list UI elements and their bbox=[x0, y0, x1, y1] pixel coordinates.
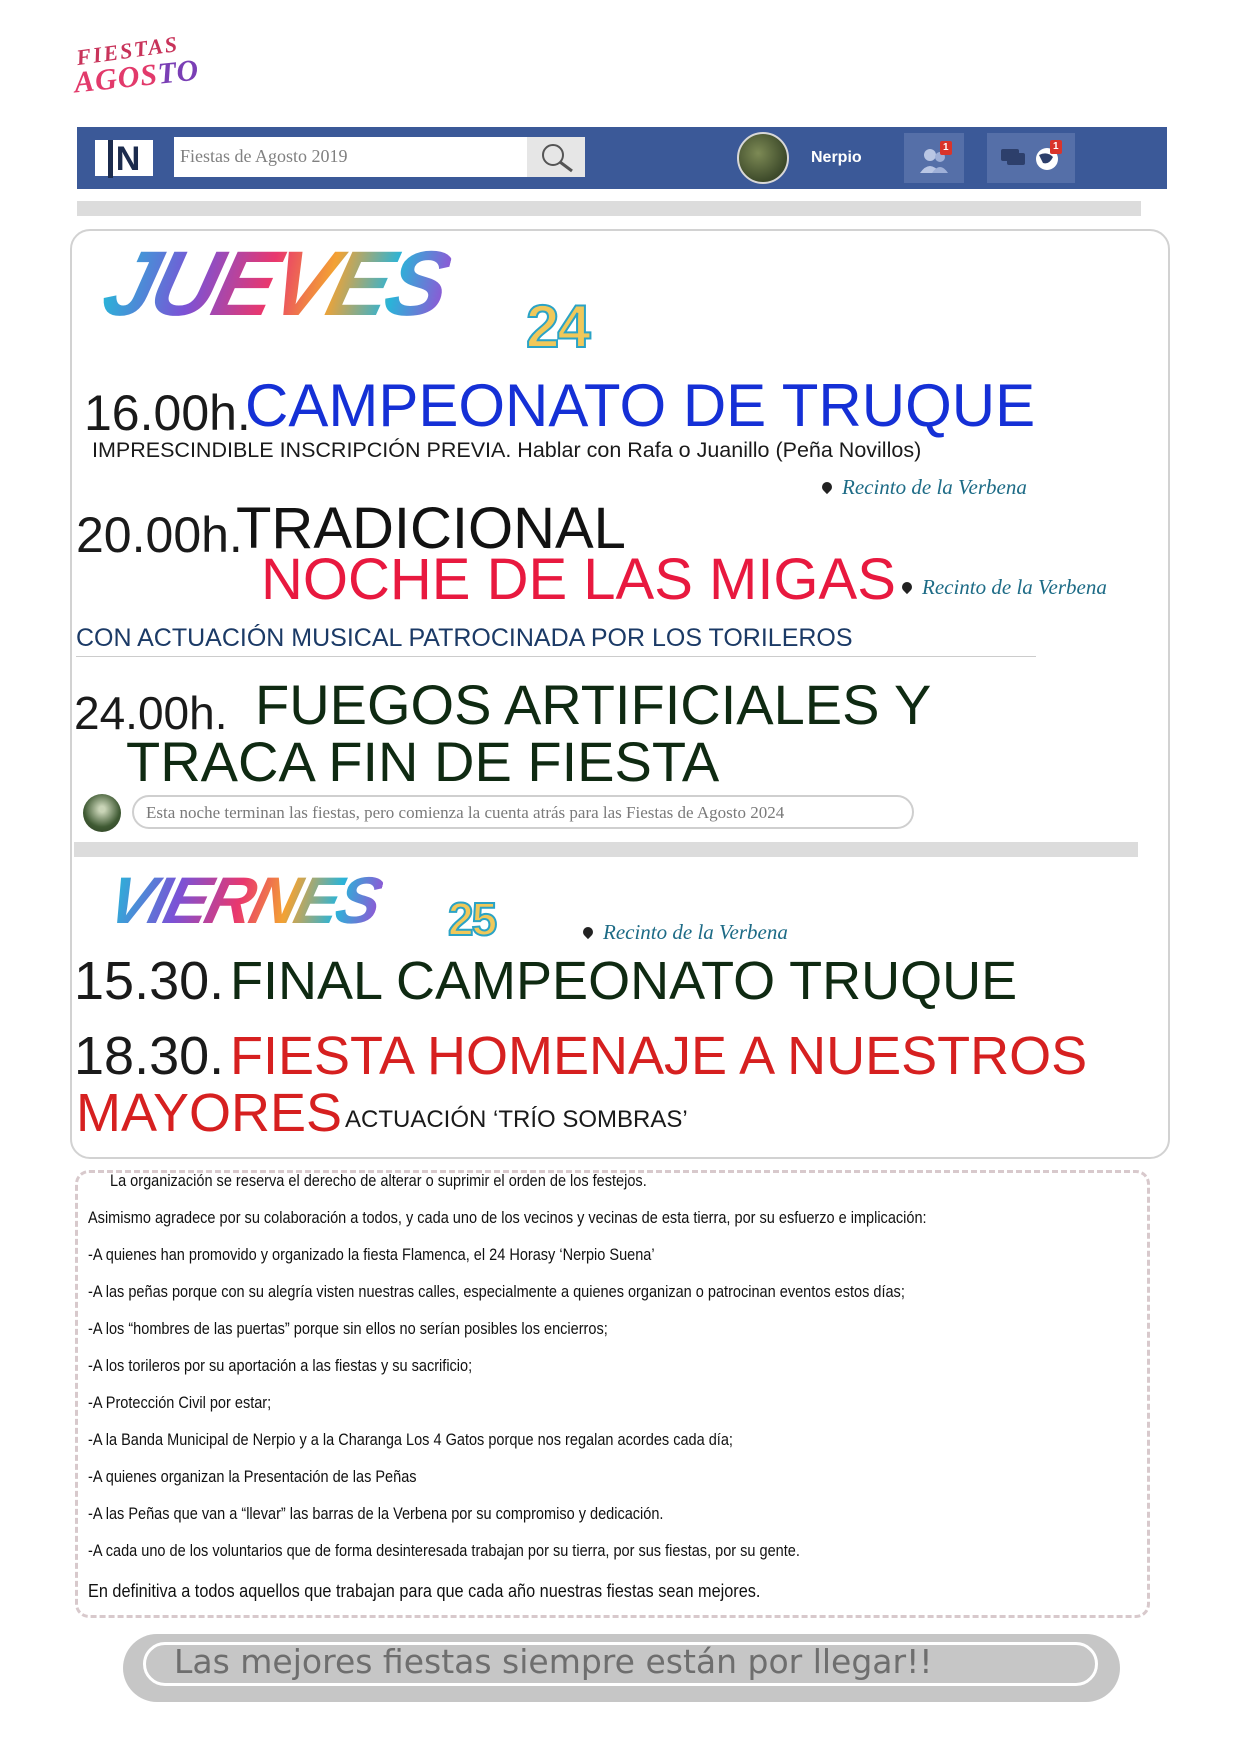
messages-icon[interactable] bbox=[993, 133, 1033, 183]
note-line: -A quienes han promovido y organizado la fiesta Flamenca, el 24 Horasy ‘Nerpio Suena’ bbox=[88, 1246, 655, 1264]
event-time: 16.00h. bbox=[84, 385, 251, 441]
note-line: -A los torileros por su aportación a las fiestas y su sacrificio; bbox=[88, 1357, 473, 1375]
event-title-line1: TRADICIONAL bbox=[236, 496, 626, 561]
note-line: -A cada uno de los voluntarios que de forma desinteresada trabajan por su tierra, por sus fiestas, por su gente. bbox=[88, 1542, 800, 1560]
event-time: 15.30. bbox=[74, 951, 225, 1011]
viernes-number: 25 bbox=[448, 893, 496, 945]
profile-name[interactable]: Nerpio bbox=[811, 149, 862, 166]
note-line: -A las peñas porque con su alegría visten nuestras calles, especialmente a quienes organizan o patrocinan eventos estos días; bbox=[88, 1283, 905, 1301]
note-line: -A Protección Civil por estar; bbox=[88, 1394, 272, 1412]
brand-logo[interactable]: N bbox=[95, 140, 153, 176]
logo-line1: FIESTAS bbox=[74, 30, 181, 71]
messages-notifications-group bbox=[987, 133, 1075, 183]
event-title-line2: MAYORES bbox=[76, 1083, 343, 1143]
viernes-title: VIERNES bbox=[100, 863, 388, 937]
notifications-badge: 1 bbox=[1050, 140, 1062, 154]
comment-box[interactable]: Esta noche terminan las fiestas, pero comienza la cuenta atrás para las Fiestas de Agosto 2024 bbox=[132, 795, 914, 829]
search-icon bbox=[527, 137, 585, 177]
commenter-avatar bbox=[83, 794, 121, 832]
note-line: -A las Peñas que van a “llevar” las barras de la Verbena por su compromiso y dedicación. bbox=[88, 1505, 664, 1523]
event-title-line1: FIESTA HOMENAJE A NUESTROS bbox=[230, 1026, 1088, 1086]
jueves-title: JUEVES bbox=[93, 233, 458, 335]
note-line: -A la Banda Municipal de Nerpio y a la Charanga Los 4 Gatos porque nos regalan acordes cada día; bbox=[88, 1431, 733, 1449]
note-line: Asimismo agradece por su colaboración a todos, y cada uno de los vecinos y vecinas de esta tierra, por su esfuerzo e implicación: bbox=[88, 1209, 927, 1227]
search-input[interactable] bbox=[174, 137, 516, 175]
logo-line2: AGOSTO bbox=[72, 53, 201, 100]
friends-badge: 1 bbox=[940, 141, 952, 155]
event-title: FINAL CAMPEONATO TRUQUE bbox=[230, 951, 1018, 1011]
search-box bbox=[174, 137, 527, 177]
friend-requests-button[interactable] bbox=[904, 133, 964, 183]
location-pin-icon bbox=[820, 480, 834, 494]
event-location[interactable]: Recinto de la Verbena bbox=[583, 920, 788, 945]
event-time: 24.00h. bbox=[74, 687, 228, 739]
search-button[interactable] bbox=[527, 137, 585, 177]
note-line: -A los “hombres de las puertas” porque sin ellos no serían posibles los encierros; bbox=[88, 1320, 608, 1338]
event-title-line1: FUEGOS ARTIFICIALES Y bbox=[255, 673, 932, 736]
event-note: ACTUACIÓN ‘TRÍO SOMBRAS’ bbox=[345, 1106, 688, 1133]
divider-bar bbox=[77, 201, 1141, 216]
event-time: 18.30. bbox=[74, 1026, 225, 1086]
friends-icon bbox=[904, 133, 964, 183]
globe-icon[interactable] bbox=[1029, 133, 1069, 183]
jueves-number: 24 bbox=[526, 293, 589, 360]
profile-avatar[interactable] bbox=[737, 132, 789, 184]
note-line: -A quienes organizan la Presentación de las Peñas bbox=[88, 1468, 417, 1486]
fiestas-agosto-logo bbox=[74, 30, 214, 100]
event-location[interactable]: Recinto de la Verbena bbox=[822, 475, 1027, 500]
note-line: En definitiva a todos aquellos que trabajan para que cada año nuestras fiestas sean mejores. bbox=[88, 1580, 761, 1601]
location-pin-icon bbox=[900, 580, 914, 594]
separator bbox=[76, 656, 1036, 657]
top-navbar bbox=[77, 127, 1167, 189]
event-time: 20.00h. bbox=[76, 507, 243, 563]
event-note: CON ACTUACIÓN MUSICAL PATROCINADA POR LOS TORILEROS bbox=[76, 624, 853, 652]
event-location[interactable]: Recinto de la Verbena bbox=[902, 575, 1107, 600]
footer-banner bbox=[123, 1634, 1120, 1702]
divider-bar bbox=[74, 842, 1138, 857]
note-line: La organización se reserva el derecho de alterar o suprimir el orden de los festejos. bbox=[110, 1172, 647, 1190]
event-note: IMPRESCINDIBLE INSCRIPCIÓN PREVIA. Hablar con Rafa o Juanillo (Peña Novillos) bbox=[92, 438, 922, 462]
event-title: CAMPEONATO DE TRUQUE bbox=[245, 372, 1036, 439]
event-title-line2: TRACA FIN DE FIESTA bbox=[126, 730, 720, 793]
location-pin-icon bbox=[581, 925, 595, 939]
event-title-line2: NOCHE DE LAS MIGAS bbox=[261, 547, 896, 612]
footer-text: Las mejores fiestas siempre están por llegar!! bbox=[143, 1642, 1098, 1686]
